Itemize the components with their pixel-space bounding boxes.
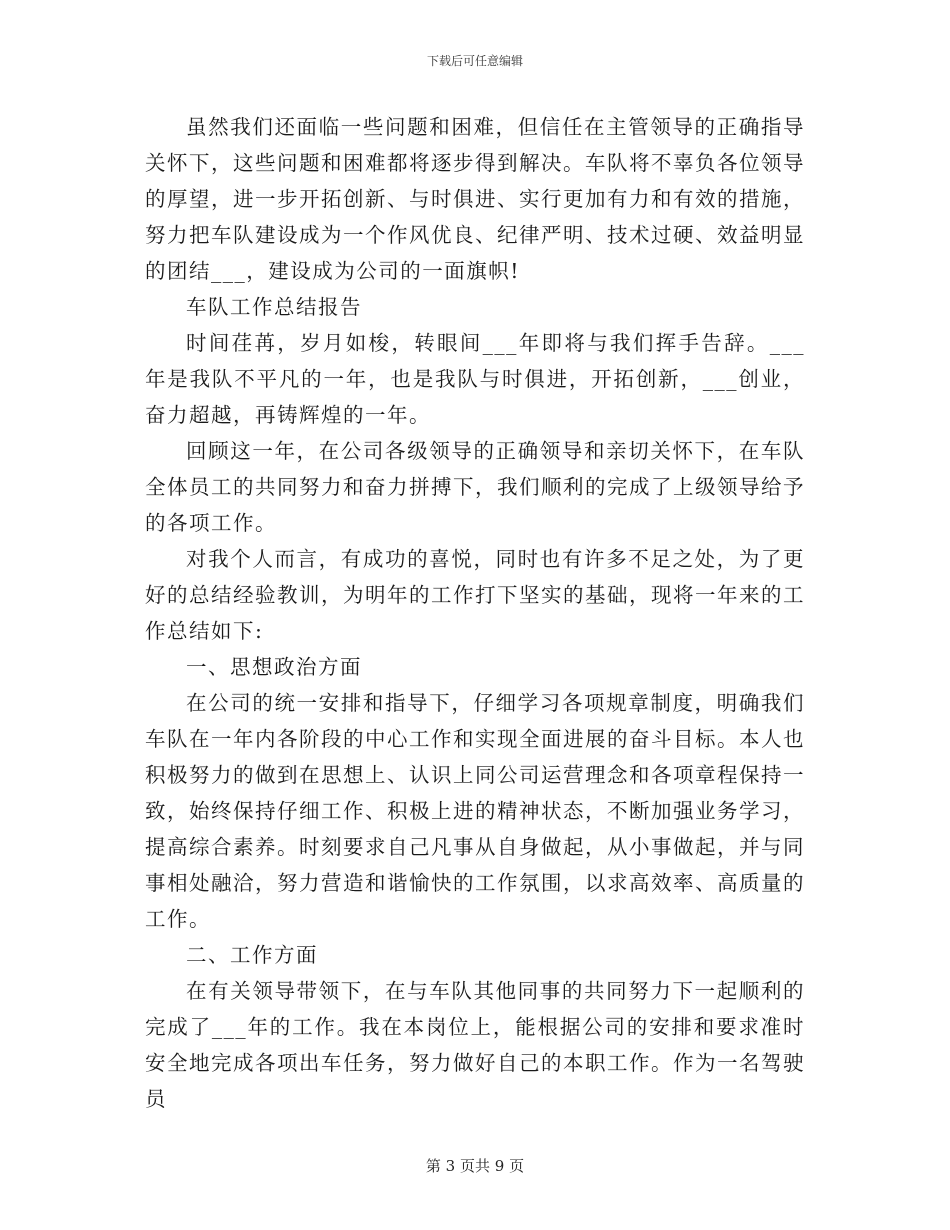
paragraph-intro: 时间荏苒，岁月如梭，转眼间___年即将与我们挥手告辞。___年是我队不平凡的一年，也是我队与时俱进，开拓创新，___创业，奋力超越，再铸辉煌的一年。	[145, 331, 805, 427]
section-heading-ideology: 一、思想政治方面	[186, 655, 362, 679]
paragraph-work: 在有关领导带领下，在与车队其他同事的共同努力下一起顺利的完成了___年的工作。我在本岗位上，能根据公司的安排和要求准时安全地完成各项出车任务，努力做好自己的本职工作。作为一名驾驶员	[145, 979, 805, 1111]
page-header: 下载后可任意编辑	[426, 54, 523, 68]
paragraph-personal: 对我个人而言，有成功的喜悦，同时也有许多不足之处，为了更好的总结经验教训，为明年的工作打下坚实的基础，现将一年来的工作总结如下:	[145, 547, 805, 643]
section-heading-work: 二、工作方面	[186, 943, 318, 967]
paragraph-closing-statement: 虽然我们还面临一些问题和困难，但信任在主管领导的正确指导关怀下，这些问题和困难都将逐步得到解决。车队将不辜负各位领导的厚望，进一步开拓创新、与时俱进、实行更加有力和有效的措施，努力把车队建设成为一个作风优良、纪律严明、技术过硬、效益明显的团结___，建设成为公司的一面旗帜!	[145, 115, 805, 283]
document-body	[145, 109, 805, 1117]
page-number: 第 3 页共 9 页	[425, 1157, 525, 1175]
report-title: 车队工作总结报告	[186, 295, 362, 319]
paragraph-ideology: 在公司的统一安排和指导下，仔细学习各项规章制度，明确我们车队在一年内各阶段的中心工作和实现全面进展的奋斗目标。本人也积极努力的做到在思想上、认识上同公司运营理念和各项章程保持一致，始终保持仔细工作、积极上进的精神状态，不断加强业务学习，提高综合素养。时刻要求自己凡事从自身做起，从小事做起，并与同事相处融洽，努力营造和谐愉快的工作氛围，以求高效率、高质量的工作。	[145, 691, 805, 931]
paragraph-review: 回顾这一年，在公司各级领导的正确领导和亲切关怀下，在车队全体员工的共同努力和奋力拼搏下，我们顺利的完成了上级领导给予的各项工作。	[145, 439, 805, 535]
